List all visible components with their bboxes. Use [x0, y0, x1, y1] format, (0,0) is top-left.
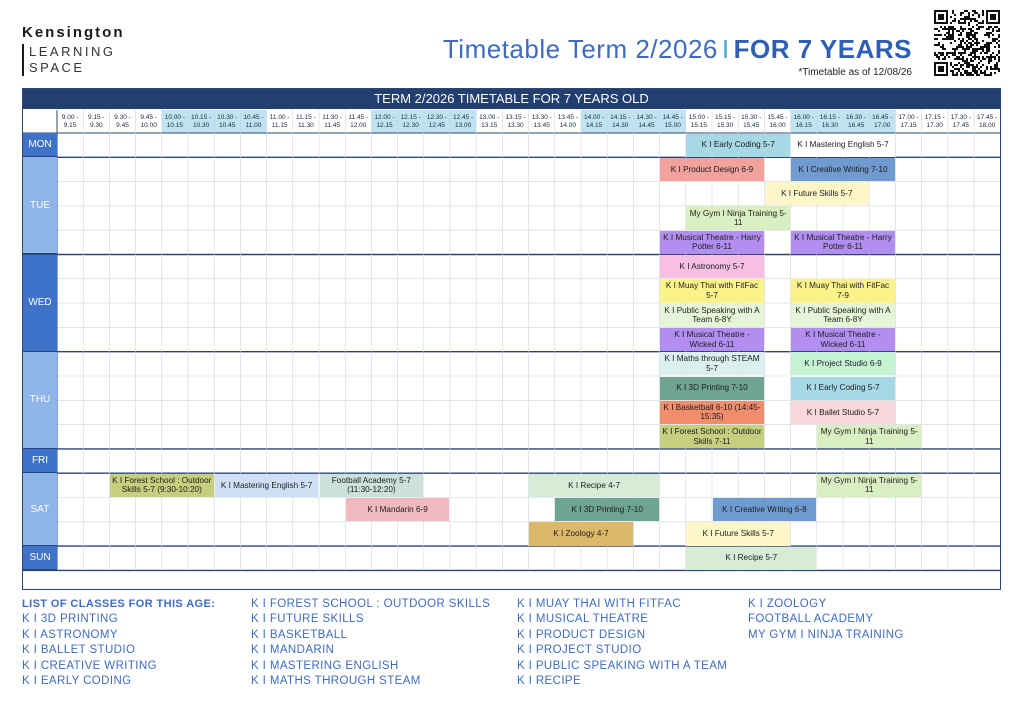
class-block: K I Musical Theatre - Harry Potter 6-11 — [660, 231, 764, 254]
time-slot-header: 10.00 - 10.15 — [164, 113, 186, 129]
time-slot-header: 11.45 - 12.00 — [348, 113, 369, 129]
class-block: K I Maths through STEAM 5-7 — [660, 352, 764, 375]
time-slot-header: 11.00 - 11.15 — [269, 113, 290, 129]
class-block: K I Muay Thai with FitFac 5-7 — [660, 279, 764, 302]
brand-line-2: SPACE — [29, 60, 85, 75]
time-slot-header: 10.15 - 10.30 — [190, 113, 212, 129]
time-slot-header: 9.15 - 9.30 — [87, 113, 105, 129]
time-slot-header: 15.00 - 15.15 — [688, 113, 710, 129]
class-block: K I Musical Theatre - Wicked 6-11 — [791, 328, 895, 351]
time-slot-header: 14.15 - 14.30 — [610, 113, 631, 129]
legend-column-3 — [517, 597, 727, 689]
time-slot-header: 13.30 - 13.45 — [531, 113, 552, 129]
timetable — [22, 88, 1001, 590]
class-block: K I 3D Printing 7-10 — [660, 377, 764, 400]
class-block: K I Musical Theatre - Harry Potter 6-11 — [791, 231, 895, 254]
legend-item: K I FOREST SCHOOL : OUTDOOR SKILLS — [251, 598, 491, 610]
legend-item: K I MUSICAL THEATRE — [517, 613, 649, 626]
legend-item: K I PUBLIC SPEAKING WITH A TEAM — [517, 659, 728, 672]
timetable-title: TERM 2/2026 TIMETABLE FOR 7 YEARS OLD — [23, 89, 1000, 109]
time-slot-header: 16.15 - 16.30 — [819, 113, 841, 129]
legend-item: K I MANDARIN — [251, 644, 335, 657]
legend-item: K I MUAY THAI WITH FITFAC — [517, 598, 681, 610]
class-block: K I Creative Writing 7-10 — [791, 158, 895, 181]
time-slot-header: 14.45 - 15.00 — [662, 113, 683, 129]
time-slot-header: 9.30 - 9.45 — [114, 113, 131, 129]
qr-code-icon — [934, 10, 1000, 76]
class-block: K I Astronomy 5-7 — [660, 255, 764, 278]
time-slot-header: 12.30 - 12.45 — [426, 113, 448, 129]
time-slot-header: 11.30 - 11.45 — [322, 113, 342, 129]
time-slot-header: 11.15 - 11.30 — [296, 113, 316, 129]
class-block: K I Creative Writing 6-8 — [713, 498, 817, 521]
class-block: K I Project Studio 6-9 — [791, 352, 895, 375]
page-title — [443, 34, 912, 65]
time-slot-header: 12.45 - 13.00 — [452, 113, 474, 129]
brand-logo — [22, 24, 152, 76]
legend-item: K I BASKETBALL — [251, 628, 348, 641]
legend-column-4 — [748, 597, 904, 643]
legend-heading: LIST OF CLASSES FOR THIS AGE: — [22, 598, 216, 610]
class-block: K I Mandarin 6-9 — [346, 498, 450, 521]
day-label-thu: THU — [23, 352, 57, 449]
time-slot-header: 10.30 - 10.45 — [217, 113, 238, 129]
class-block: K I Recipe 5-7 — [686, 547, 816, 570]
legend-item: K I 3D PRINTING — [22, 613, 119, 626]
day-label-sun: SUN — [23, 546, 57, 570]
title-age: FOR 7 YEARS — [733, 34, 912, 64]
time-slot-header: 17.00 - 17.15 — [898, 113, 919, 129]
class-block: K I Public Speaking with A Team 6-8Y — [791, 304, 895, 327]
brand-subtitle — [22, 44, 152, 76]
class-block: K I Mastering English 5-7 — [791, 134, 895, 157]
legend-item: K I EARLY CODING — [22, 675, 132, 688]
legend-item: K I ZOOLOGY — [748, 598, 827, 610]
time-slot-header: 15.45 - 16.00 — [767, 113, 788, 129]
class-block: K I Recipe 4-7 — [529, 474, 659, 497]
class-block: K I Forest School : Outdoor Skills 7-11 — [660, 425, 764, 448]
class-block: K I 3D Printing 7-10 — [555, 498, 659, 521]
class-block: K I Early Coding 5-7 — [791, 377, 895, 400]
time-slot-header: 12.15 - 12.30 — [400, 113, 421, 129]
title-main: Timetable Term 2/2026 — [442, 34, 718, 64]
legend-item: K I PROJECT STUDIO — [517, 644, 642, 657]
class-block: K I Future Skills 5-7 — [765, 182, 869, 205]
class-block: K I Zoology 4-7 — [529, 522, 633, 545]
time-slot-header: 17.15 - 17.30 — [924, 113, 945, 129]
class-block: K I Early Coding 5-7 — [686, 134, 790, 157]
time-slot-header: 17.45 - 18.00 — [976, 113, 998, 129]
legend-item: K I FUTURE SKILLS — [251, 613, 364, 626]
class-block: My Gym I Ninja Training 5-11 — [817, 425, 921, 448]
time-slot-header: 16.30 - 16.45 — [845, 113, 867, 129]
day-label-sat: SAT — [23, 473, 57, 546]
time-slot-header: 15.15 - 15.30 — [714, 113, 736, 129]
brand-line-1: LEARNING — [29, 44, 116, 59]
time-slot-header: 16.00 - 16.15 — [793, 113, 814, 129]
legend-item: K I CREATIVE WRITING — [22, 659, 157, 672]
legend-item: FOOTBALL ACADEMY — [748, 613, 874, 626]
header — [443, 34, 912, 78]
time-slot-header: 16.45 - 17.00 — [872, 113, 893, 129]
class-block: K I Forest School : Outdoor Skills 5-7 (9:30-10:20) — [110, 474, 214, 497]
class-block: My Gym I Ninja Training 5-11 — [686, 206, 790, 229]
time-slot-header: 17.30 - 17.45 — [950, 113, 972, 129]
class-block: K I Muay Thai with FitFac 7-9 — [791, 279, 895, 302]
legend-item: K I BALLET STUDIO — [22, 644, 136, 657]
class-block: K I Mastering English 5-7 — [215, 474, 319, 497]
time-slot-header: 12.00 - 12.15 — [374, 113, 395, 129]
brand-name: Kensington — [22, 24, 125, 41]
time-slot-header: 10.45 - 11.00 — [243, 113, 264, 129]
class-block: K I Public Speaking with A Team 6-8Y — [660, 304, 764, 327]
legend-item: K I ASTRONOMY — [22, 628, 118, 641]
time-slot-header: 14.30 - 14.45 — [636, 113, 657, 129]
legend-column-1 — [22, 597, 215, 689]
class-block: K I Ballet Studio 5-7 — [791, 401, 895, 424]
class-block: K I Future Skills 5-7 — [686, 522, 790, 545]
title-separator: I — [721, 34, 730, 64]
time-slot-header: 13.00 - 13.15 — [479, 113, 500, 129]
class-block: My Gym I Ninja Training 5-11 — [817, 474, 921, 497]
day-label-fri: FRI — [23, 449, 57, 473]
time-slot-header: 14.00 - 14.15 — [583, 113, 605, 129]
legend-item: MY GYM I NINJA TRAINING — [748, 628, 904, 641]
day-label-wed: WED — [23, 255, 57, 352]
as-of-note: *Timetable as of 12/08/26 — [798, 67, 912, 78]
legend-item: K I MASTERING ENGLISH — [251, 659, 399, 672]
time-slot-header: 13.45 - 14.00 — [557, 113, 579, 129]
day-label-mon: MON — [23, 133, 57, 157]
time-slot-header: 13.15 - 13.30 — [505, 113, 526, 129]
legend-item: K I RECIPE — [517, 675, 582, 688]
legend-column-2 — [251, 597, 490, 689]
legend-item: K I PRODUCT DESIGN — [517, 628, 646, 641]
legend-item: K I MATHS THROUGH STEAM — [251, 675, 421, 688]
day-label-tue: TUE — [23, 157, 57, 254]
time-slot-header: 15.30 - 15.45 — [741, 113, 762, 129]
time-slot-header: 9.45 - 10.00 — [140, 113, 157, 129]
time-slot-header: 9.00 - 9.15 — [61, 113, 79, 129]
class-block: K I Basketball 6-10 (14:45-15:35) — [660, 401, 764, 424]
class-block: K I Musical Theatre - Wicked 6-11 — [660, 328, 764, 351]
class-block: Football Academy 5-7 (11:30-12:20) — [320, 474, 424, 497]
class-block: K I Product Design 6-9 — [660, 158, 764, 181]
